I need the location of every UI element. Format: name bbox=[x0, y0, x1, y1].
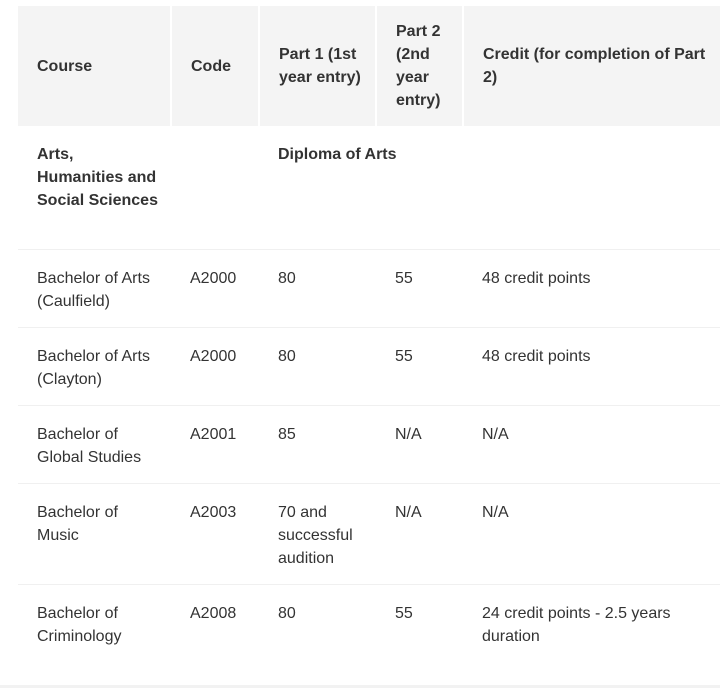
header-code: Code bbox=[171, 6, 259, 126]
entry-requirements-table bbox=[18, 6, 720, 664]
table-row bbox=[18, 483, 720, 584]
credit-cell: 48 credit points bbox=[463, 249, 720, 327]
faculty-code-cell bbox=[171, 126, 259, 249]
header-credit: Credit (for completion of Part 2) bbox=[463, 6, 720, 126]
part2-cell: N/A bbox=[376, 483, 463, 584]
header-row bbox=[18, 6, 720, 126]
part2-cell: 55 bbox=[376, 327, 463, 405]
code-cell: A2000 bbox=[171, 249, 259, 327]
credit-cell: N/A bbox=[463, 483, 720, 584]
table-container bbox=[18, 6, 720, 685]
course-cell: Bachelor of Music bbox=[18, 483, 171, 584]
course-cell: Bachelor of Criminology bbox=[37, 604, 122, 645]
diploma-name: Diploma of Arts bbox=[259, 126, 720, 249]
code-cell: A2008 bbox=[190, 604, 237, 622]
part1-cell: 85 bbox=[259, 405, 376, 483]
code-cell: A2000 bbox=[171, 327, 259, 405]
part2-cell: 55 bbox=[395, 604, 413, 622]
part1-cell: 80 bbox=[278, 604, 296, 622]
course-cell: Bachelor of Arts (Clayton) bbox=[18, 327, 171, 405]
credit-cell: 48 credit points bbox=[463, 327, 720, 405]
course-cell: Bachelor of Global Studies bbox=[18, 405, 171, 483]
table-body bbox=[18, 126, 720, 664]
part2-cell: N/A bbox=[376, 405, 463, 483]
table-row bbox=[18, 327, 720, 405]
table-row bbox=[18, 249, 720, 327]
header-part2: Part 2 (2nd year entry) bbox=[376, 6, 463, 126]
part1-cell: 80 bbox=[259, 249, 376, 327]
code-cell: A2003 bbox=[171, 483, 259, 584]
table-row bbox=[18, 584, 720, 664]
credit-cell: N/A bbox=[463, 405, 720, 483]
code-cell: A2001 bbox=[171, 405, 259, 483]
part2-cell: 55 bbox=[376, 249, 463, 327]
course-cell: Bachelor of Arts (Caulfield) bbox=[18, 249, 171, 327]
header-course: Course bbox=[18, 6, 171, 126]
header-part1: Part 1 (1st year entry) bbox=[259, 6, 376, 126]
part1-cell: 70 and successful audition bbox=[259, 483, 376, 584]
faculty-group-row bbox=[18, 126, 720, 249]
table-header bbox=[18, 6, 720, 126]
part1-cell: 80 bbox=[259, 327, 376, 405]
credit-cell: 24 credit points - 2.5 years duration bbox=[482, 604, 671, 645]
table-row bbox=[18, 405, 720, 483]
faculty-name: Arts, Humanities and Social Sciences bbox=[18, 126, 171, 249]
